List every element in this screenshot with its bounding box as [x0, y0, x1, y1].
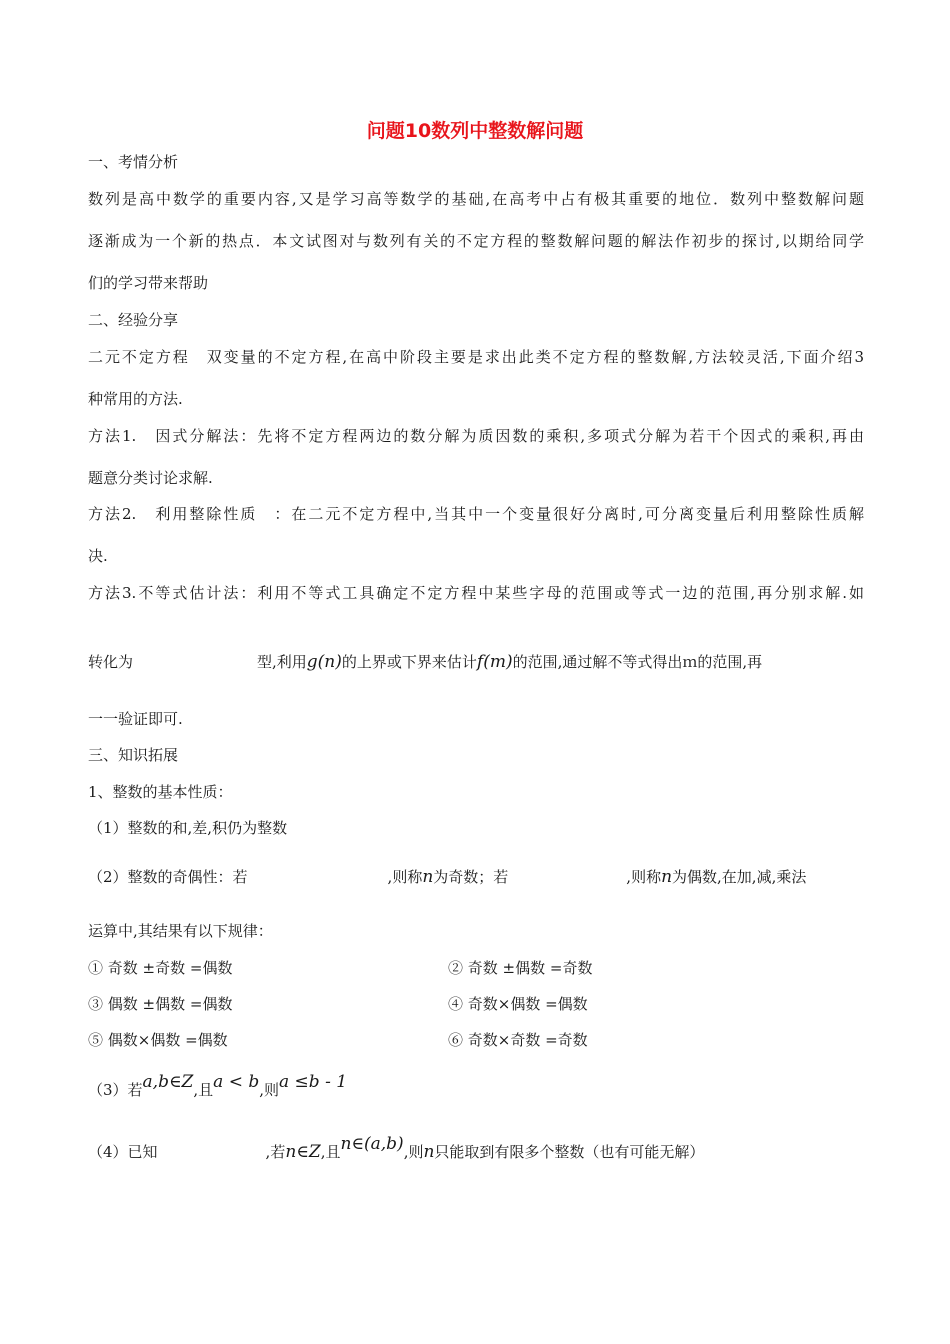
- method-2-line: 决.: [88, 547, 108, 565]
- math-n: n: [661, 867, 673, 887]
- text: 转化为: [88, 653, 134, 671]
- method-2-line: 方法2. 利用整除性质 ：在二元不定方程中,当其中一个变量很好分离时,可分离变量后利用整除性质解: [88, 505, 864, 523]
- math-a-le-b-minus-1: a ≤b - 1: [279, 1072, 348, 1092]
- parity-rule: ③ 偶数 ±偶数 =偶数: [88, 995, 233, 1013]
- paragraph-line: 数列是高中数学的重要内容,又是学习高等数学的基础,在高考中占有极其重要的地位．数列中整数解问题: [88, 190, 864, 208]
- math-a-less-b: a < b: [213, 1072, 260, 1092]
- text: ,若: [265, 1143, 286, 1161]
- property-1: （1）整数的和,差,积仍为整数: [88, 819, 288, 837]
- text: 型,利用: [257, 653, 307, 671]
- text: ,则称: [387, 868, 423, 886]
- paragraph-line: 二元不定方程 双变量的不定方程,在高中阶段主要是求出此类不定方程的整数解,方法较灵活,下面介绍3: [88, 348, 864, 366]
- paragraph-line: 逐渐成为一个新的热点．本文试图对与数列有关的不定方程的整数解问题的解法作初步的探讨,以期给同学: [88, 232, 864, 250]
- section-heading-2: 二、经验分享: [88, 311, 179, 329]
- text: ,则: [403, 1143, 424, 1161]
- math-g-n: g(n): [306, 652, 342, 672]
- math-f-m: f(m): [476, 652, 513, 672]
- parity-rule: ⑥ 奇数×奇数 =奇数: [448, 1031, 588, 1049]
- page-title: 问题10数列中整数解问题: [366, 120, 584, 142]
- math-n-in-z: n∈Z: [285, 1142, 321, 1162]
- parity-rule: ⑤ 偶数×偶数 =偶数: [88, 1031, 228, 1049]
- section-heading-3: 三、知识拓展: [88, 746, 179, 764]
- text: ,且: [193, 1081, 214, 1099]
- method-3-formula-line: [88, 652, 762, 672]
- subheading: 1、整数的基本性质：: [88, 783, 233, 801]
- section-heading-1: 一、考情分析: [88, 153, 179, 171]
- text: 只能取到有限多个整数（也有可能无解）: [434, 1143, 705, 1161]
- text: 为奇数；若: [433, 868, 509, 886]
- property-3: [88, 1072, 348, 1100]
- paragraph-line: 运算中,其结果有以下规律：: [88, 922, 273, 940]
- property-4: [88, 1134, 705, 1162]
- text: 的上界或下界来估计: [341, 653, 477, 671]
- parity-rule: ② 奇数 ±偶数 =奇数: [448, 959, 593, 977]
- method-1-line: 题意分类讨论求解.: [88, 469, 213, 487]
- math-a-b-in-z: a,b∈Z: [142, 1072, 194, 1092]
- text: ,则称: [626, 868, 662, 886]
- parity-rule: ① 奇数 ±奇数 =偶数: [88, 959, 233, 977]
- math-n: n: [423, 1142, 435, 1162]
- parity-rule: ④ 奇数×偶数 =偶数: [448, 995, 588, 1013]
- property-2: [88, 867, 806, 887]
- method-3-line: 方法3.不等式估计法：利用不等式工具确定不定方程中某些字母的范围或等式一边的范围,再分别求解.如: [88, 584, 864, 602]
- text: 为偶数,在加,减,乘法: [672, 868, 807, 886]
- text: 的范围,通过解不等式得出ｍ的范围,再: [512, 653, 763, 671]
- text: （4）已知: [88, 1143, 158, 1161]
- text: ,则: [259, 1081, 280, 1099]
- text: （2）整数的奇偶性：若: [88, 868, 248, 886]
- math-n: n: [422, 867, 434, 887]
- paragraph-line: 们的学习带来帮助: [88, 274, 209, 292]
- paragraph-line: 种常用的方法.: [88, 390, 183, 408]
- method-1-line: 方法1. 因式分解法：先将不定方程两边的数分解为质因数的乘积,多项式分解为若干个因式的乘积,再由: [88, 427, 864, 445]
- math-n-in-interval: n∈(a,b): [340, 1134, 404, 1154]
- text: ,且: [320, 1143, 341, 1161]
- paragraph-line: 一一验证即可.: [88, 710, 183, 728]
- text: （3）若: [88, 1081, 143, 1099]
